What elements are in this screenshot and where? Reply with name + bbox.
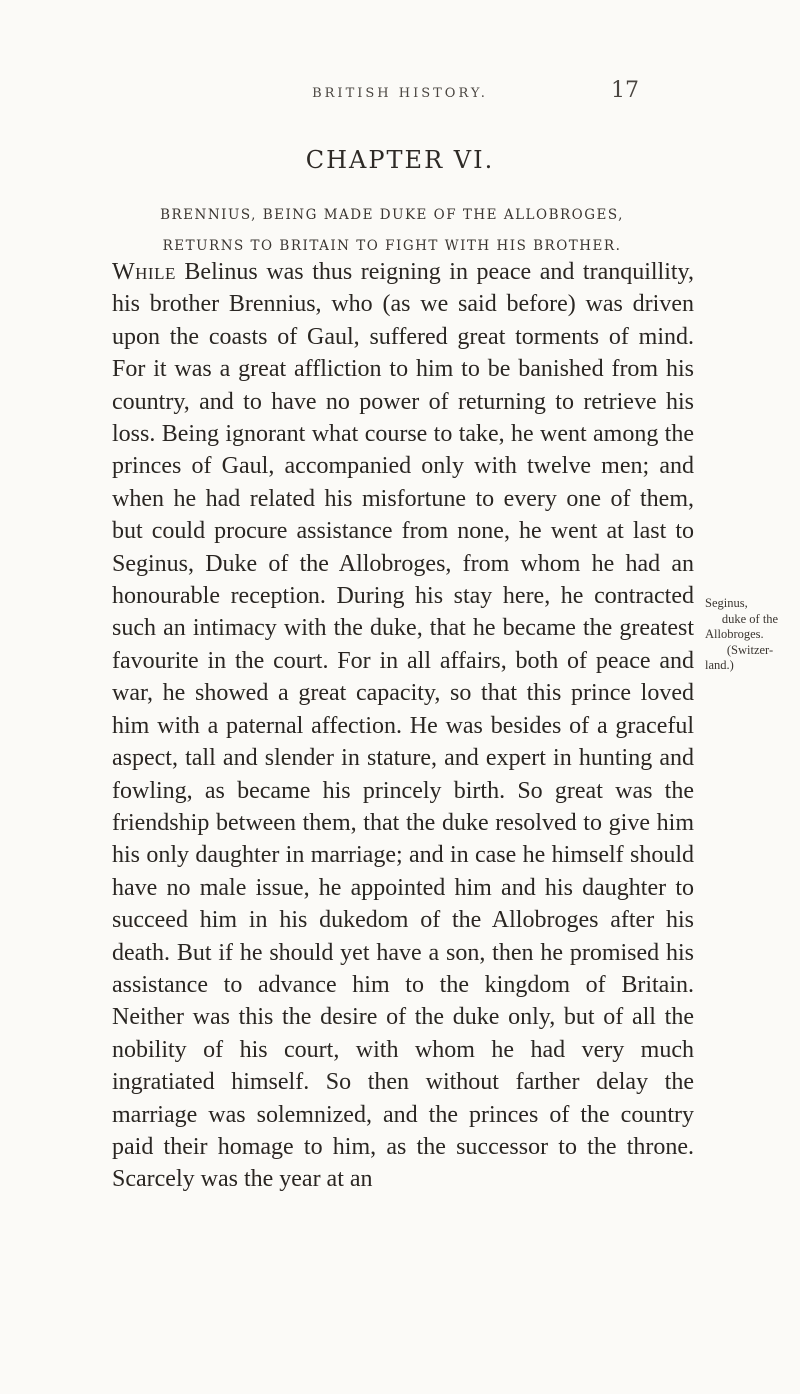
marginal-note [705, 596, 795, 674]
chapter-title: CHAPTER VI. [305, 146, 495, 174]
paragraph [112, 256, 694, 1196]
chapter-summary-line: RETURNS TO BRITAIN TO FIGHT WITH HIS BROTHER. [162, 238, 622, 254]
running-head: BRITISH HISTORY. [312, 86, 488, 101]
marginal-note-line: land.) [705, 658, 734, 672]
marginal-note-line: Seginus, [705, 596, 748, 610]
marginal-note-line: (Switzer- [726, 642, 774, 657]
chapter-summary [112, 200, 672, 262]
marginal-note-line: duke of the [721, 611, 779, 626]
body-text [112, 256, 694, 1196]
chapter-summary-line: BRENNIUS, BEING MADE DUKE OF THE ALLOBROGES, [160, 207, 624, 223]
page-number: 17 [611, 78, 639, 103]
paragraph-text: Belinus was thus reigning in peace and tranquillity, his brother Brennius, who (as we said before) was driven upon the coasts of Gaul, suffered great torments of mind. For it was a great affliction to him to be banished from his country, and to have no power of returning to retrieve his loss. Being ignorant what course to take, he went among the princes of Gaul, accompanied only with twelve men; and when he had related his misfortune to every one of them, but could procure assistance from none, he went at last to Seginus, Duke of the Allobroges, from whom he had an honourable reception. During his stay here, he contracted such an intimacy with the duke, that he became the greatest favourite in the court. For in all affairs, both of peace and war, he showed a great capacity, so that this prince loved him with a paternal affection. He was besides of a graceful aspect, tall and slender in stature, and expert in hunting and fowling, as became his princely birth. So great was the friendship between them, that the duke resolved to give him his only daughter in marriage; and in case he himself should have no male issue, he appointed him and his daughter to succeed him in his dukedom of the Allobroges after his death. But if he should yet have a son, then he promised his assistance to advance him to the kingdom of Britain. Neither was this the desire of the duke only, but of all the nobility of his court, with whom he had very much ingratiated himself. So then without farther delay the marriage was solemnized, and the princes of the country paid their homage to him, as the successor to the throne. Scarcely was the year at an [112, 259, 694, 1193]
marginal-note-line: Allobroges. [705, 627, 764, 641]
opening-word: While [112, 259, 176, 285]
